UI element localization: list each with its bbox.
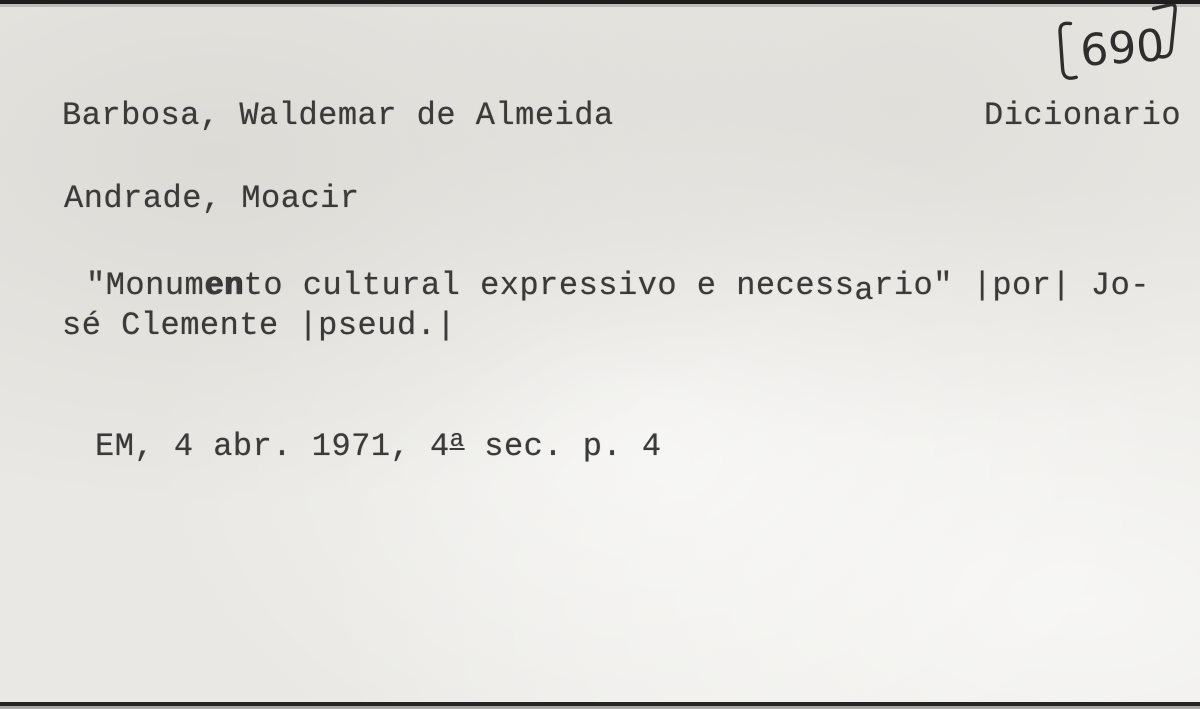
subject-label: Dicionario bbox=[984, 97, 1182, 134]
title-lowered-letter: a bbox=[854, 272, 875, 309]
title-overstruck-letters: en bbox=[204, 267, 244, 304]
handwritten-call-number bbox=[1052, 4, 1192, 84]
citation-ordinal-letter: a bbox=[449, 427, 465, 454]
call-number-digits: 690 bbox=[1078, 20, 1166, 77]
added-heading: Andrade, Moacir bbox=[64, 180, 360, 217]
title-part-3: rio" |por| Jo- bbox=[874, 267, 1150, 304]
main-heading: Barbosa, Waldemar de Almeida bbox=[62, 97, 614, 134]
title-line-2: sé Clemente |pseud.| bbox=[62, 307, 457, 344]
scan-edge-top-shadow bbox=[0, 4, 1200, 7]
title-line-1 bbox=[64, 266, 1150, 309]
title-part-2: to cultural expressivo e necess bbox=[243, 267, 855, 304]
call-number-brackets-icon bbox=[1052, 4, 1192, 84]
citation-part-2: sec. p. 4 bbox=[464, 428, 662, 465]
citation-line bbox=[95, 427, 662, 470]
title-part-1: "Monum bbox=[86, 267, 205, 304]
citation-part-1: EM, 4 abr. 1971, 4 bbox=[95, 428, 450, 465]
